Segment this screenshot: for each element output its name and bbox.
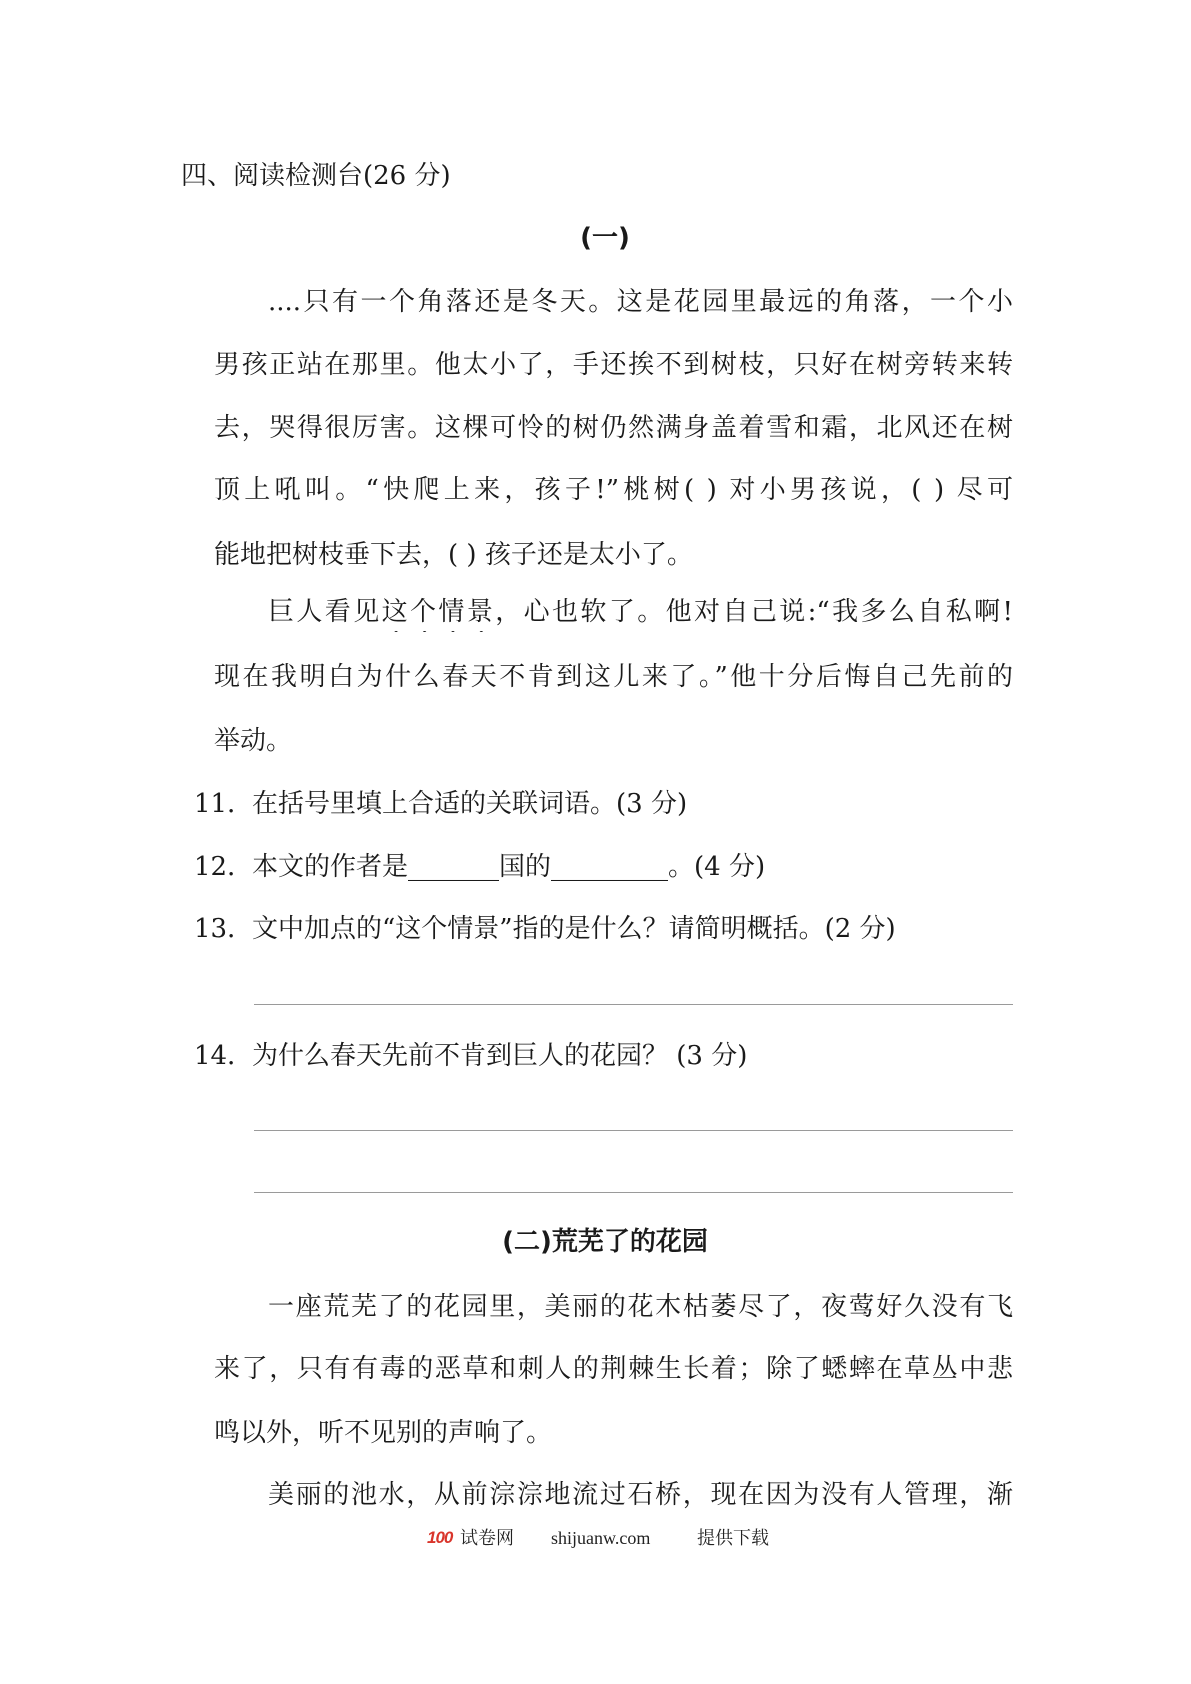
question-number: 13． (194, 914, 254, 944)
passage1-paragraph2-line: 现在我明白为什么春天不肯到这儿来了。”他十分后悔自己先前的 (214, 662, 1013, 692)
site-logo: 100 (427, 1528, 453, 1547)
passage2-paragraph1-line: 来了，只有有毒的恶草和刺人的荆棘生长着；除了蟋蟀在草丛中悲 (214, 1354, 1013, 1384)
passage1-paragraph2-line (268, 592, 1013, 632)
paragraph2-text-after: ，心也软了。他对自己说:“我多么自私啊! (495, 597, 1013, 627)
passage1-paragraph2-line: 举动。 (214, 726, 293, 756)
question-number: 12． (194, 852, 254, 882)
passage1-paragraph1-line: 能地把树枝垂下去，( ) 孩子还是太小了。 (214, 540, 693, 570)
answer-line (254, 1004, 1013, 1005)
passage1-paragraph1-line: ....只有一个角落还是冬天。这是花园里最远的角落，一个小 (268, 287, 1013, 317)
question-11 (194, 784, 1013, 824)
passage1-paragraph1-line: 顶上吼叫。“快爬上来，孩子!”桃树( ) 对小男孩说，( ) 尽可 (214, 475, 1013, 505)
section-heading: 四、阅读检测台(26 分) (181, 161, 451, 191)
passage2-paragraph1-line: 一座荒芜了的花园里，美丽的花木枯萎尽了，夜莺好久没有飞 (268, 1292, 1013, 1322)
question-number: 14． (194, 1041, 254, 1071)
paragraph2-text-before: 巨人看见 (268, 597, 382, 627)
passage1-paragraph1-line: 男孩正站在那里。他太小了，手还挨不到树枝，只好在树旁转来转 (214, 350, 1013, 380)
passage2-paragraph2-line: 美丽的池水，从前淙淙地流过石桥，现在因为没有人管理，渐 (268, 1480, 1013, 1510)
question-13 (194, 909, 1013, 949)
passage1-label: (一) (580, 223, 630, 253)
question-text: 为什么春天先前不肯到巨人的花园？ (3 分) (252, 1041, 748, 1071)
question-14 (194, 1036, 1013, 1076)
passage2-paragraph1-line: 鸣以外，听不见别的声响了。 (214, 1418, 553, 1448)
answer-line (254, 1192, 1013, 1193)
question-text: 本文的作者是_______国的_________。(4 分) (252, 852, 766, 882)
question-text: 在括号里填上合适的关联词语。(3 分) (252, 789, 688, 819)
download-note: 提供下载 (697, 1528, 769, 1548)
question-number: 11． (194, 789, 254, 819)
question-text: 文中加点的“这个情景”指的是什么？请简明概括。(2 分) (252, 914, 896, 944)
passage2-title: (二)荒芜了的花园 (502, 1227, 708, 1257)
question-12 (194, 847, 1013, 887)
passage1-paragraph1-line: 去，哭得很厉害。这棵可怜的树仍然满身盖着雪和霜，北风还在树 (214, 413, 1013, 443)
site-name: 试卷网 (460, 1528, 514, 1548)
answer-line (254, 1130, 1013, 1131)
site-url-link[interactable]: shijuanw.com (551, 1528, 651, 1548)
emphasized-phrase: 这个情景 (381, 597, 496, 627)
